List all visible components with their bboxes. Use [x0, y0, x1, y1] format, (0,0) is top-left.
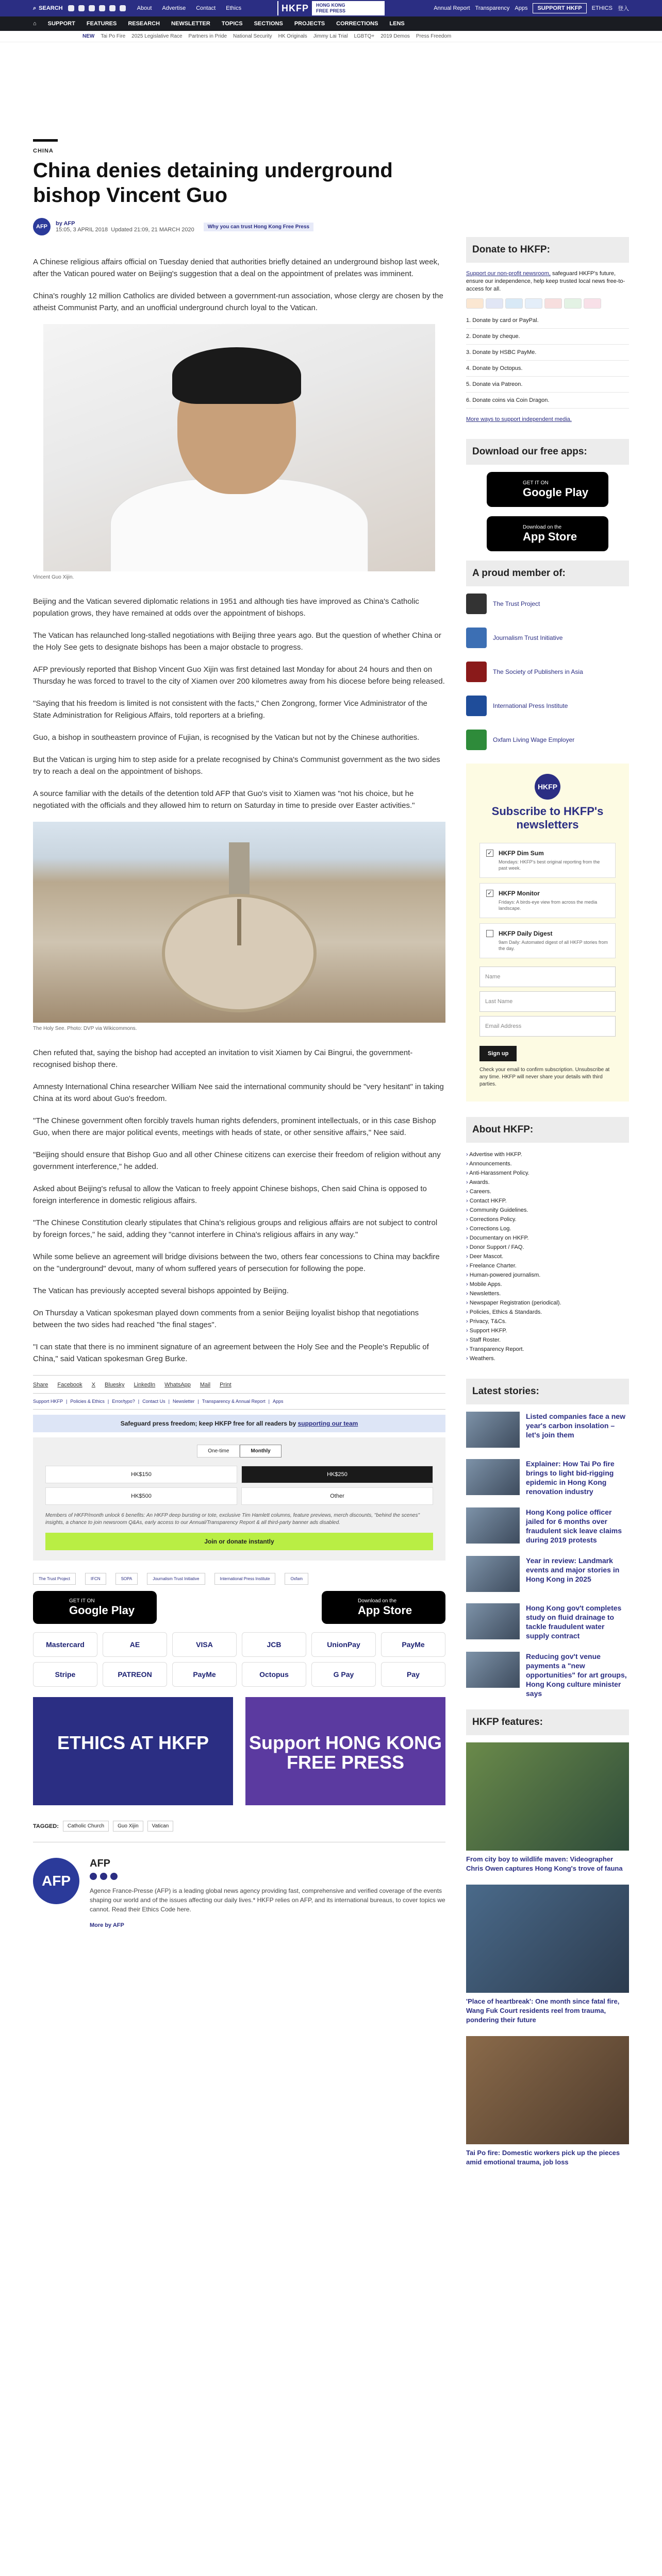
donate-method[interactable]: 5. Donate via Patreon. [466, 377, 629, 393]
latest-story[interactable]: Listed companies face a new year's carbon insolation – let's join them [466, 1412, 629, 1448]
payment-logo[interactable]: PayMe [381, 1632, 445, 1657]
instagram-icon[interactable] [89, 5, 95, 11]
donate-method[interactable]: 3. Donate by HSBC PayMe. [466, 345, 629, 361]
paragraph: Chen refuted that, saying the bishop had accepted an invitation to visit Xiamen by Cai Bingrui, the government-recognised bishop there. [33, 1048, 413, 1069]
photo-bishop [33, 324, 445, 580]
google-play-button[interactable]: GET IT ON Google Play [33, 1591, 157, 1624]
newsletter-option[interactable]: ✓ HKFP Dim Sum Mondays: HKFP's best original reporting from the past week. [479, 843, 616, 878]
member-heading: A proud member of: [466, 561, 629, 586]
nav-item[interactable]: NEWSLETTER [171, 21, 210, 27]
trending-item[interactable]: Partners in Pride [188, 33, 227, 39]
nav-item[interactable]: TOPICS [221, 21, 243, 27]
features-heading: HKFP features: [466, 1709, 629, 1735]
nav-item[interactable]: SUPPORT [47, 21, 75, 27]
donate-methods [466, 313, 629, 409]
newsletter-note: Check your email to confirm subscription. Unsubscribe at any time. HKFP will never share your details with third parties. [479, 1067, 610, 1087]
trust-link[interactable]: Why you can trust Hong Kong Free Press [204, 223, 313, 231]
donate-method[interactable]: 6. Donate coins via Coin Dragon. [466, 393, 629, 409]
paragraph: The Vatican has previously accepted several bishops appointed by Beijing. [33, 1286, 289, 1295]
first-name-input[interactable]: Name [479, 967, 616, 987]
about-link[interactable]: › Mobile Apps. [466, 1280, 629, 1289]
about-link[interactable]: › Newsletters. [466, 1289, 629, 1298]
payment-methods [33, 1632, 445, 1687]
paragraph: China's roughly 12 million Catholics are divided between a government-run association, whose clergy are chosen by the atheist Communist Party, and an unofficial underground church loyal to the Vatican. [33, 292, 443, 312]
trending-item[interactable]: HK Originals [278, 33, 307, 39]
about-link[interactable]: › Contact HKFP. [466, 1196, 629, 1206]
author-box [33, 1858, 445, 1928]
paragraph: Amnesty International China researcher William Nee said the international community should be "very hesitant" in taking China at its word about Guo's freedom. [33, 1082, 444, 1103]
sidebar [466, 237, 629, 2178]
category-label[interactable]: CHINA [33, 148, 54, 154]
payment-logo[interactable]: PayMe [172, 1662, 237, 1687]
author-name[interactable]: AFP [90, 1858, 110, 1869]
last-name-input[interactable]: Last Name [479, 991, 616, 1012]
latest-story[interactable]: Hong Kong police officer jailed for 6 months over fraudulent sick leave claims during 2019 protests [466, 1507, 629, 1545]
nav-item[interactable]: CORRECTIONS [336, 21, 378, 27]
photo-caption: Vincent Guo Xijin. [33, 574, 74, 580]
photo-holy-see [33, 822, 445, 1031]
x-icon[interactable] [78, 5, 85, 11]
about-link[interactable]: › Corrections Policy. [466, 1215, 629, 1224]
updated-date: Updated 21:09, 21 MARCH 2020 [111, 227, 194, 233]
about-link[interactable]: › Human-powered journalism. [466, 1270, 629, 1280]
share-whatsapp[interactable]: WhatsApp [164, 1382, 191, 1388]
ipi-icon [466, 696, 487, 716]
ethics-link[interactable]: ETHICS [591, 5, 613, 11]
top-link[interactable]: Transparency [475, 5, 510, 11]
author-name[interactable]: by AFP [56, 221, 75, 227]
donate-method[interactable]: 4. Donate by Octopus. [466, 361, 629, 377]
author-link-icon[interactable] [90, 1873, 97, 1880]
sopa-icon [466, 662, 487, 682]
unionpay-icon [544, 298, 562, 309]
footer-link[interactable]: Policies & Ethics [70, 1399, 105, 1404]
share-x[interactable]: X [91, 1382, 96, 1388]
rss-icon[interactable] [120, 5, 126, 11]
tag[interactable]: Guo Xijin [113, 1821, 143, 1832]
about-link[interactable]: › Community Guidelines. [466, 1206, 629, 1215]
feature-image[interactable] [466, 1885, 629, 1993]
support-button[interactable]: SUPPORT HKFP [533, 3, 586, 13]
about-links [466, 1150, 629, 1363]
member-org[interactable]: Oxfam Living Wage Employer [466, 730, 629, 750]
bishop-photo [43, 324, 435, 571]
top-link[interactable]: Advertise [162, 5, 186, 11]
about-link[interactable]: › Support HKFP. [466, 1326, 629, 1335]
about-link[interactable]: › Donor Support / FAQ. [466, 1243, 629, 1252]
payment-logo[interactable]: JCB [242, 1632, 306, 1657]
search-icon: ⌕ [33, 5, 37, 11]
author-avatar[interactable]: AFP [33, 1858, 79, 1904]
about-link[interactable]: › Corrections Log. [466, 1224, 629, 1233]
amex-icon [505, 298, 523, 309]
footer-link[interactable]: Transparency & Annual Report [202, 1399, 266, 1404]
publish-date: 15:05, 3 APRIL 2018 [56, 227, 108, 233]
nav-item[interactable]: RESEARCH [128, 21, 160, 27]
story-thumbnail [466, 1556, 520, 1592]
paragraph: While some believe an agreement will bridge divisions between the two, others fear concessions to China may backfire on the "underground" devout, many of whom suffered years of persecution for following the pope. [33, 1252, 440, 1273]
top-link[interactable]: Ethics [226, 5, 242, 11]
latest-story[interactable]: Hong Kong gov't completes study on fluid drainage to tackle fraudulent water supply contract [466, 1603, 629, 1640]
paragraph: Beijing and the Vatican severed diplomatic relations in 1951 and although ties have improved as China's Catholic population grows, they have remained at odds over the appointment of bishops. [33, 597, 419, 618]
paragraph: "The Chinese Constitution clearly stipulates that China's religious groups and religious affairs are not subject to control by foreign forces," he said, adding they "cannot interfere in China's religious affairs in any way." [33, 1218, 438, 1239]
tag[interactable]: Catholic Church [63, 1821, 109, 1832]
about-link[interactable]: › Careers. [466, 1187, 629, 1196]
safeguard-banner: Safeguard press freedom; keep HKFP free for all readers by supporting our team [33, 1415, 445, 1432]
author-social [90, 1873, 445, 1880]
donate-heading: Donate to HKFP: [466, 237, 629, 263]
payment-logo[interactable]: Pay [381, 1662, 445, 1687]
trust-logo[interactable]: The Trust Project [33, 1573, 76, 1585]
payment-logo[interactable]: VISA [172, 1632, 237, 1657]
support-promo[interactable]: Support HONG KONG FREE PRESS [245, 1697, 445, 1805]
share-bluesky[interactable]: Bluesky [105, 1382, 125, 1388]
nav-home-icon[interactable]: ⌂ [33, 21, 37, 27]
share-label: Share [33, 1382, 48, 1388]
jti-icon [466, 628, 487, 648]
trending-item[interactable]: LGBTQ+ [354, 33, 375, 39]
share-bar [33, 1375, 445, 1388]
nav-item[interactable]: LENS [389, 21, 405, 27]
share-linkedin[interactable]: LinkedIn [134, 1382, 156, 1388]
trust-project-icon [466, 594, 487, 614]
paragraph: A source familiar with the details of the detention told AFP that Guo's visit to Xiamen was "not his choice, but he negotiated with the officials and they allowed him to return on Saturday in time to preside over Easter activities." [33, 789, 415, 810]
trust-logo[interactable]: Oxfam [285, 1573, 308, 1585]
frequency-toggle [45, 1445, 433, 1458]
newsletter-box [466, 764, 629, 1101]
footer-link[interactable]: Apps [272, 1399, 284, 1404]
about-link[interactable]: › Policies, Ethics & Standards. [466, 1308, 629, 1317]
main-nav [0, 16, 662, 31]
donation-form [33, 1437, 445, 1561]
about-link[interactable]: › Newspaper Registration (periodical). [466, 1298, 629, 1308]
about-link[interactable]: › Announcements. [466, 1159, 629, 1168]
youtube-icon[interactable] [99, 5, 105, 11]
member-org[interactable]: International Press Institute [466, 696, 629, 716]
donate-method[interactable]: 1. Donate by card or PayPal. [466, 313, 629, 329]
trending-item[interactable]: 2019 Demos [380, 33, 410, 39]
paragraph: Asked about Beijing's refusal to allow the Vatican to freely appoint Chinese bishops, Chen said China is opposed to foreign interference in domestic religious affairs. [33, 1184, 427, 1205]
sidebar-google-play[interactable]: GET IT ON Google Play [487, 472, 608, 507]
amount-option[interactable]: HK$250 [241, 1466, 433, 1483]
payment-logo[interactable]: PATREON [103, 1662, 167, 1687]
feature-title[interactable]: 'Place of heartbreak': One month since fatal fire, Wang Fuk Court residents reel from trauma, pondering their future [466, 1997, 620, 2024]
trending-item[interactable]: National Security [233, 33, 272, 39]
article [33, 139, 445, 1928]
nav-item[interactable]: FEATURES [86, 21, 117, 27]
app-store-row [33, 1591, 445, 1624]
amount-options [45, 1466, 433, 1505]
footer-link[interactable]: Support HKFP [33, 1399, 63, 1404]
latest-stories [466, 1412, 629, 1698]
member-org[interactable]: Journalism Trust Initiative [466, 628, 629, 648]
payme-icon [584, 298, 601, 309]
story-thumbnail [466, 1459, 520, 1495]
story-thumbnail [466, 1652, 520, 1688]
about-link[interactable]: › Documentary on HKFP. [466, 1233, 629, 1243]
freq-one-time[interactable]: One-time [197, 1445, 240, 1458]
newsletter-logo: HKFP [535, 774, 560, 800]
about-link[interactable]: › Transparency Report. [466, 1345, 629, 1354]
social-links [68, 5, 126, 11]
donate-method[interactable]: 2. Donate by cheque. [466, 329, 629, 345]
member-org[interactable]: The Trust Project [466, 594, 629, 614]
footer-link[interactable]: Newsletter [173, 1399, 195, 1404]
paragraph: "Saying that his freedom is limited is not consistent with the facts," Chen Zongrong, former Vice Administrator of the State Administration for Religious Affairs, told reporters at a briefing. [33, 699, 427, 720]
paragraph: AFP previously reported that Bishop Vincent Guo Xijin was first detained last Monday for about 24 hours and then on Thursday he was forced to travel to the city of Xiamen over 200 kilometres away from his diocese before being released. [33, 665, 445, 686]
apps-heading: Download our free apps: [466, 439, 629, 465]
feature-image[interactable] [466, 2036, 629, 2144]
photo-caption: The Holy See. Photo: DVP via Wikicommons. [33, 1026, 137, 1031]
latest-story[interactable]: Explainer: How Tai Po fire brings to light bid-rigging epidemic in Hong Kong renovation industry [466, 1459, 629, 1496]
oxfam-icon [466, 730, 487, 750]
paragraph: "The Chinese government often forcibly travels human rights defenders, prominent intellectuals, or in this case Bishop Guo, when there are major political events, meetings with heads of state, or other sensitive affairs," Nee said. [33, 1116, 436, 1137]
about-link[interactable]: › Deer Mascot. [466, 1252, 629, 1261]
tag[interactable]: Vatican [147, 1821, 174, 1832]
paragraph: A Chinese religious affairs official on Tuesday denied that authorities briefly detained an underground bishop last week, after the Vatican poured water on Beijing's suggestion that a deal on the appointment of prelates was imminent. [33, 258, 440, 278]
top-right [434, 3, 629, 13]
trust-logo[interactable]: Journalism Trust Initiative [147, 1573, 205, 1585]
newsletter-checkbox[interactable]: ✓ [486, 890, 493, 897]
amount-option[interactable]: HK$150 [45, 1466, 237, 1483]
about-link[interactable]: › Weathers. [466, 1354, 629, 1363]
footer-link[interactable]: Contact Us [142, 1399, 166, 1404]
trust-logo[interactable]: IFCN [85, 1573, 106, 1585]
payment-logo[interactable]: G Pay [311, 1662, 376, 1687]
top-bar [0, 0, 662, 16]
payment-logo[interactable]: Octopus [242, 1662, 306, 1687]
latest-story[interactable]: Reducing gov't venue payments a "new opportunities" for art groups, Hong Kong culture minister says [466, 1652, 629, 1698]
visa-icon [486, 298, 503, 309]
about-link[interactable]: › Awards. [466, 1178, 629, 1187]
category-rule [33, 139, 58, 142]
footer-link[interactable]: Error/typo? [112, 1399, 135, 1404]
top-link[interactable]: Apps [515, 5, 528, 11]
author-facebook-icon[interactable] [110, 1873, 118, 1880]
byline [33, 218, 445, 235]
amount-option[interactable]: Other [241, 1487, 433, 1505]
facebook-icon[interactable] [68, 5, 74, 11]
paragraph: "I can state that there is no imminent signature of an agreement between the Holy See and the People's Republic of China," said Vatican spokesman Greg Burke. [33, 1343, 429, 1363]
trust-logos [33, 1573, 445, 1585]
sidebar-app-store[interactable]: Download on the App Store [487, 516, 608, 551]
top-link[interactable]: Annual Report [434, 5, 470, 11]
search-button[interactable]: ⌕ SEARCH [33, 5, 63, 11]
nav-item[interactable]: PROJECTS [294, 21, 325, 27]
payment-logo[interactable]: Mastercard [33, 1632, 97, 1657]
paragraph: The Vatican has relaunched long-stalled negotiations with Beijing three years ago. But the question of whether China or the Holy See gets to designate bishops has been a major obstacle to progress. [33, 631, 441, 652]
app-store-button[interactable]: Download on the App Store [322, 1591, 445, 1624]
email-input[interactable]: Email Address [479, 1016, 616, 1037]
trending-bar: NEW Tai Po Fire 2025 Legislative Race Partners in Pride National Security HK Originals Jimmy Lai Trial LGBTQ+ 2019 Demos Press Freedom [0, 31, 662, 42]
trust-logo[interactable]: International Press Institute [214, 1573, 276, 1585]
join-button[interactable]: Join or donate instantly [45, 1533, 433, 1550]
promo-row [33, 1697, 445, 1805]
freq-monthly[interactable]: Monthly [240, 1445, 281, 1458]
about-link[interactable]: › Freelance Charter. [466, 1261, 629, 1270]
about-link[interactable]: › Anti-Harassment Policy. [466, 1168, 629, 1178]
trending-item[interactable]: Jimmy Lai Trial [313, 33, 348, 39]
paragraph: On Thursday a Vatican spokesman played down comments from a senior Beijing loyalist bishop that negotiations between the two sides had reached "the final stages". [33, 1309, 419, 1329]
top-links [137, 5, 242, 11]
feature-title[interactable]: Tai Po fire: Domestic workers pick up the pieces amid emotional trauma, job loss [466, 2149, 620, 2166]
paragraph: "Beijing should ensure that Bishop Guo and all other Chinese citizens can exercise their freedom of religion without any government interference," he added. [33, 1150, 441, 1171]
story-thumbnail [466, 1507, 520, 1544]
newsletter-option[interactable]: HKFP Daily Digest 9am Daily: Automated digest of all HKFP stories from the day. [479, 923, 616, 958]
latest-heading: Latest stories: [466, 1379, 629, 1404]
trending-item[interactable]: Press Freedom [416, 33, 452, 39]
non-profit-link[interactable]: Support our non-profit newsroom, [466, 270, 551, 277]
article-footer-links: Support HKFP | Policies & Ethics | Error/typo? | Contact Us | Newsletter | Transparency & Annual Report | Apps [33, 1393, 445, 1410]
author-bio: Agence France-Presse (AFP) is a leading global news agency providing fast, comprehensive and verified coverage of the events shaping our world and of the issues affecting our daily lives.* HKFP relies on AFP, and its international bureaus, to cover topics we cannot. Read their Ethics Code here. [90, 1887, 445, 1913]
share-mail[interactable]: Mail [200, 1382, 211, 1388]
top-link[interactable]: Contact [196, 5, 216, 11]
latest-story[interactable]: Year in review: Landmark events and major stories in Hong Kong in 2025 [466, 1556, 629, 1592]
trending-item[interactable]: Tai Po Fire [101, 33, 126, 39]
about-heading: About HKFP: [466, 1117, 629, 1143]
member-benefits: Members of HKFP/month unlock 6 benefits: An HKFP deep bursting or tote, exclusive Tim Hamlett columns, feature previews, merch discounts, "behind the scenes" insights, a chance to join newsroom Q&As, early access to our Annual/Transparency Report & all third-party banner ads disabled. [45, 1513, 420, 1526]
donate-intro: Support our non-profit newsroom, safeguard HKFP's future, ensure our independence, help keep trusted local news free-to-access for all. [466, 270, 625, 292]
newsletter-checkbox[interactable]: ✓ [486, 850, 493, 857]
top-link[interactable]: About [137, 5, 152, 11]
mastercard-icon [466, 298, 484, 309]
newsletter-option[interactable]: ✓ HKFP Monitor Fridays: A birds-eye view from across the media landscape. [479, 883, 616, 918]
payment-logo[interactable]: UnionPay [311, 1632, 376, 1657]
login-link[interactable]: 登入 [618, 6, 629, 12]
feature-image[interactable] [466, 1742, 629, 1851]
payment-logo[interactable]: Stripe [33, 1662, 97, 1687]
share-facebook[interactable]: Facebook [57, 1382, 82, 1388]
ethics-promo[interactable]: ETHICS AT HKFP [33, 1697, 233, 1805]
jcb-icon [564, 298, 582, 309]
card-logos [466, 298, 629, 309]
newsletter-title: Subscribe to HKFP's newsletters [491, 805, 604, 831]
more-by-author-link[interactable]: More by AFP [90, 1922, 124, 1928]
paypal-icon [525, 298, 542, 309]
author-avatar[interactable]: AFP [33, 218, 51, 235]
tags: TAGGED: Catholic Church Guo Xijin Vatican [33, 1821, 445, 1842]
article-title: China denies detaining underground bishop Vincent Guo [33, 159, 393, 207]
site-logo[interactable]: HKFP HONG KONG FREE PRESS [277, 1, 385, 15]
support-team-link[interactable]: supporting our team [297, 1420, 358, 1427]
share-print[interactable]: Print [220, 1382, 231, 1388]
holy-see-photo [33, 822, 445, 1023]
about-link[interactable]: › Staff Roster. [466, 1335, 629, 1345]
member-org[interactable]: The Society of Publishers in Asia [466, 662, 629, 682]
story-thumbnail [466, 1412, 520, 1448]
signup-button[interactable]: Sign up [479, 1046, 517, 1061]
linkedin-icon[interactable] [109, 5, 115, 11]
author-x-icon[interactable] [100, 1873, 107, 1880]
story-thumbnail [466, 1603, 520, 1639]
feature-title[interactable]: From city boy to wildlife maven: Videographer Chris Owen captures Hong Kong's trove of fauna [466, 1855, 623, 1872]
about-link[interactable]: › Privacy, T&Cs. [466, 1317, 629, 1326]
about-link[interactable]: › Advertise with HKFP. [466, 1150, 629, 1159]
payment-logo[interactable]: AE [103, 1632, 167, 1657]
trust-logo[interactable]: SOPA [115, 1573, 138, 1585]
nav-item[interactable]: SECTIONS [254, 21, 283, 27]
paragraph: But the Vatican is urging him to step aside for a prelate recognised by China's Communist government as the two sides try to reach a deal on the appointment of bishops. [33, 755, 440, 776]
paragraph: Guo, a bishop in southeastern province of Fujian, is recognised by the Vatican but not by the Chinese authorities. [33, 733, 420, 742]
trending-item[interactable]: 2025 Legislative Race [131, 33, 183, 39]
newsletter-checkbox[interactable] [486, 930, 493, 937]
features-list [466, 1742, 629, 2167]
more-ways-link[interactable]: More ways to support independent media. [466, 416, 572, 422]
amount-option[interactable]: HK$500 [45, 1487, 237, 1505]
